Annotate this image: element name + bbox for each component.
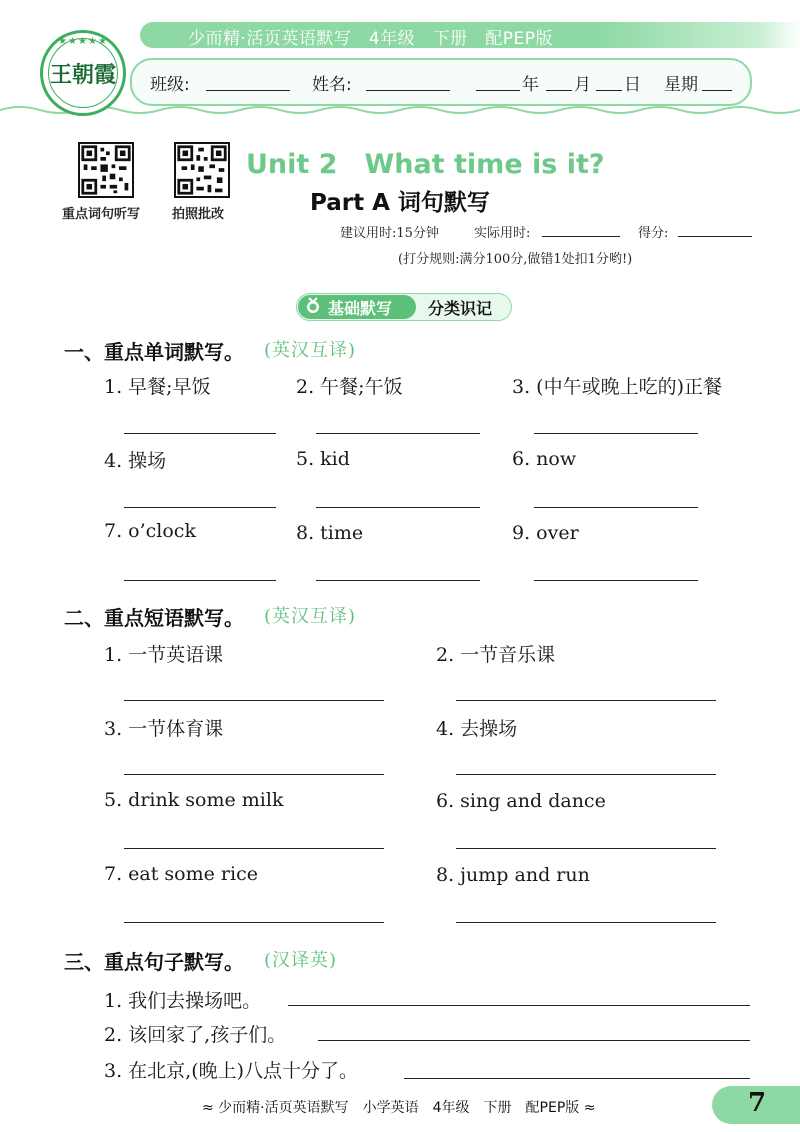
page-number: 7 <box>748 1088 767 1118</box>
phrase-item: 6. sing and dance <box>436 790 606 812</box>
answer-blank[interactable] <box>124 774 384 775</box>
answer-blank[interactable] <box>316 433 480 434</box>
answer-blank[interactable] <box>316 507 480 508</box>
year-field[interactable] <box>476 90 520 91</box>
section3-hint: (汉译英) <box>264 950 338 971</box>
word-item: 9. over <box>512 522 579 544</box>
score-field[interactable] <box>678 236 752 237</box>
section1-title: 一、重点单词默写。 <box>64 340 244 364</box>
answer-blank[interactable] <box>316 580 480 581</box>
qr-code-icon[interactable] <box>78 142 134 198</box>
year-label: 年 <box>522 75 539 95</box>
header-wave-decoration <box>0 104 800 116</box>
answer-blank[interactable] <box>124 433 276 434</box>
answer-blank[interactable] <box>124 922 384 923</box>
class-field[interactable] <box>206 90 290 91</box>
month-label: 月 <box>574 75 591 95</box>
series-title: 少而精·活页英语默写 4年级 下册 配PEP版 <box>188 29 553 49</box>
answer-blank[interactable] <box>318 1040 750 1041</box>
medal-icon <box>304 297 322 315</box>
phrase-item: 3. 一节体育课 <box>104 718 224 740</box>
suggested-time: 建议用时:15分钟 <box>340 226 439 241</box>
scoring-rule: (打分规则:满分100分,做错1处扣1分哟!) <box>398 252 633 267</box>
phrase-item: 7. eat some rice <box>104 863 258 885</box>
phrase-item: 4. 去操场 <box>436 718 518 740</box>
footer-text: ≈ 少而精·活页英语默写 小学英语 4年级 下册 配PEP版 ≈ <box>202 1100 596 1116</box>
day-label: 日 <box>624 75 641 95</box>
section1-hint: (英汉互译) <box>264 340 357 361</box>
word-item: 1. 早餐;早饭 <box>104 376 211 398</box>
section2-title: 二、重点短语默写。 <box>64 606 244 630</box>
month-field[interactable] <box>546 90 572 91</box>
section3-title: 三、重点句子默写。 <box>64 950 244 974</box>
pill-label-basic: 基础默写 <box>328 299 393 318</box>
answer-blank[interactable] <box>456 774 716 775</box>
sentence-item: 3. 在北京,(晚上)八点十分了。 <box>104 1060 359 1082</box>
answer-blank[interactable] <box>124 580 276 581</box>
phrase-item: 8. jump and run <box>436 864 590 886</box>
phrase-item: 5. drink some milk <box>104 789 284 811</box>
answer-blank[interactable] <box>534 580 698 581</box>
student-info-bar <box>130 58 752 106</box>
sentence-item: 1. 我们去操场吧。 <box>104 990 262 1012</box>
answer-blank[interactable] <box>534 433 698 434</box>
answer-blank[interactable] <box>456 848 716 849</box>
class-label: 班级: <box>150 75 190 95</box>
weekday-field[interactable] <box>702 90 732 91</box>
word-item: 7. o’clock <box>104 520 196 542</box>
actual-time-field[interactable] <box>542 236 620 237</box>
answer-blank[interactable] <box>456 700 716 701</box>
answer-blank[interactable] <box>124 700 384 701</box>
weekday-label: 星期 <box>664 75 698 95</box>
answer-blank[interactable] <box>404 1078 750 1079</box>
actual-time-label: 实际用时: <box>474 226 531 241</box>
logo-stars: ★★★★★ <box>58 36 108 47</box>
section2-hint: (英汉互译) <box>264 606 357 627</box>
answer-blank[interactable] <box>124 848 384 849</box>
unit-title: Unit 2 What time is it? <box>246 149 605 180</box>
name-field[interactable] <box>366 90 450 91</box>
phrase-item: 1. 一节英语课 <box>104 644 224 666</box>
word-item: 6. now <box>512 448 577 470</box>
answer-blank[interactable] <box>124 507 276 508</box>
phrase-item: 2. 一节音乐课 <box>436 644 556 666</box>
score-label: 得分: <box>638 226 669 241</box>
day-field[interactable] <box>596 90 622 91</box>
part-title: Part A 词句默写 <box>310 190 490 216</box>
qr-caption-dictation: 重点词句听写 <box>62 207 141 222</box>
header-stripe-tail <box>600 22 800 48</box>
answer-blank[interactable] <box>288 1005 750 1006</box>
word-item: 4. 操场 <box>104 450 167 472</box>
word-item: 2. 午餐;午饭 <box>296 376 403 398</box>
qr-caption-grading: 拍照批改 <box>172 207 225 222</box>
logo-text: 王朝霞 <box>49 62 116 88</box>
word-item: 8. time <box>296 522 364 544</box>
qr-code-icon[interactable] <box>174 142 230 198</box>
answer-blank[interactable] <box>456 922 716 923</box>
word-item: 5. kid <box>296 448 350 470</box>
name-label: 姓名: <box>312 75 352 95</box>
answer-blank[interactable] <box>534 507 698 508</box>
pill-label-category: 分类识记 <box>428 299 493 318</box>
word-item: 3. (中午或晚上吃的)正餐 <box>512 376 722 398</box>
sentence-item: 2. 该回家了,孩子们。 <box>104 1024 287 1046</box>
